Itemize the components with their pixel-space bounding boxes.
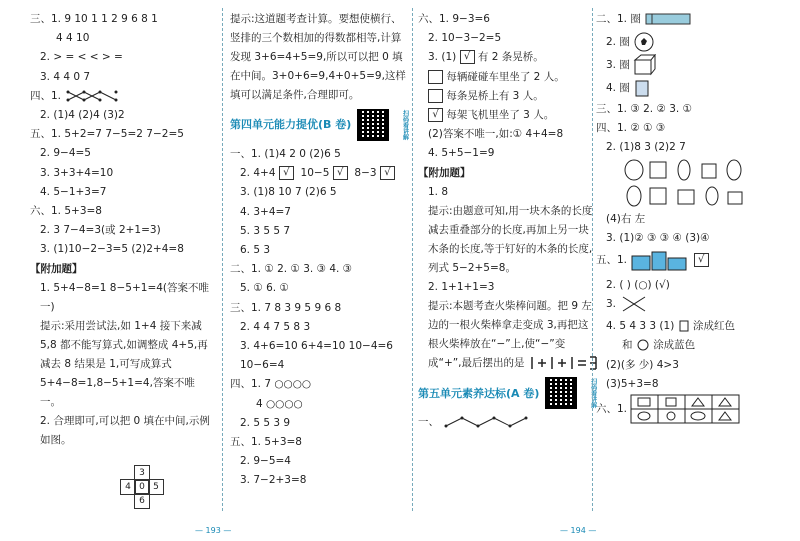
answer-line: 2. 3 7−4=3(或 2+1=3) xyxy=(40,224,161,237)
answer-line: 五、1. √ xyxy=(596,248,752,276)
answer-line: 一、 xyxy=(418,413,603,432)
grid-cell: 6 xyxy=(134,493,150,509)
cylinder-icon xyxy=(678,319,690,333)
answer-line: 3. 圈 xyxy=(596,54,752,78)
answer-line: 1. 5+4−8=1 8−5+1=4(答案不唯一) xyxy=(40,281,210,313)
check-box: √ xyxy=(380,166,395,180)
answer-line: 10−6=4 xyxy=(240,359,285,372)
column-divider xyxy=(592,8,593,511)
answer-line: 3. (1)10−2−3=5 (2)2+4=8 xyxy=(40,243,184,256)
check-box: √ xyxy=(694,253,709,267)
column-divider xyxy=(412,8,413,511)
answer-line: 3. xyxy=(596,295,752,317)
solid-shapes-row xyxy=(596,158,752,184)
answer-line: 4 ○○○○ xyxy=(256,397,303,410)
answer-line: (2)答案不唯一,如:① 4+4=8 xyxy=(428,128,564,141)
solid-shapes-figure xyxy=(622,184,752,208)
matching-lines-figure xyxy=(64,89,124,103)
answer-line: 四、1. 7 ○○○○ xyxy=(230,378,312,391)
qr-code-icon xyxy=(545,377,577,409)
hint-text: 提示:采用尝试法,如 1+4 接下来减 5,8 都不能写算式,如调整成 4+5,再减去 8 结果是 1,可写成算式 5+4−8=1,8−5+1=4,答案不唯一。 xyxy=(40,319,208,408)
answer-line: 5. ① 6. ① xyxy=(240,282,289,295)
answer-line: 二、1. ① 2. ① 3. ③ 4. ③ xyxy=(230,263,353,276)
book-picture xyxy=(644,12,694,26)
answer-line: 2. 圈 xyxy=(596,32,752,54)
cross-lines-figure xyxy=(619,295,649,313)
column-2 xyxy=(230,10,414,491)
answer-line: 2. 9−5=4 xyxy=(240,455,291,468)
bonus-heading: 【附加题】 xyxy=(418,166,471,179)
answer-line: 四、1. ② ① ③ xyxy=(596,122,666,135)
answer-line: 3. (1) √ 有 2 条晃桥。 xyxy=(428,51,544,64)
answer-line: 4. 5+5−1=9 xyxy=(428,147,495,160)
check-box: √ xyxy=(279,166,294,180)
answer-line: 2. 1+1+1=3 xyxy=(428,281,495,294)
hint-text: 提示:由题意可知,用一块木条的长度减去重叠部分的长度,再加上另一块木条的长度,等于钉好的木条的长度,列式 5−2+5=8。 xyxy=(428,205,593,275)
answer-line: 4 4 10 xyxy=(56,32,90,45)
empty-box xyxy=(428,70,443,84)
dot-connect-figure xyxy=(442,414,532,430)
answer-line: 3. (1)8 10 7 (2)6 5 xyxy=(240,186,337,199)
answer-line: 2. (1)4 (2)4 (3)2 xyxy=(40,109,125,122)
hint-text: 提示:这道题考查计算。要想使横行、竖排的三个数相加的得数都相等,计算发现 3+6=4+5=9,所以可以把 0 填在中间。3+0+6=9,4+0+5=9,这样填可以满足条件,合理即可。 xyxy=(230,13,406,101)
solid-shapes-row xyxy=(596,184,752,210)
qr-note: 扫码看讲解 xyxy=(401,110,409,140)
answer-line: 和 涂成蓝色 xyxy=(622,339,696,352)
answer-line: 六、1. 5+3=8 xyxy=(30,205,102,218)
answer-line: 2. 9−4=5 xyxy=(40,147,91,160)
answer-line: (3)5+3=8 xyxy=(606,377,659,390)
column-3 xyxy=(418,10,603,432)
solid-shapes-figure xyxy=(622,158,752,182)
cup-picture xyxy=(633,78,651,98)
column-4 xyxy=(596,10,752,424)
answer-line: 三、1. 9 10 1 1 2 9 6 8 1 xyxy=(30,13,158,25)
answer-line: 1. 8 xyxy=(428,185,449,198)
answer-line: 4. 3+4=7 xyxy=(240,205,291,218)
answer-line: √ 每架飞机里坐了 3 人。 xyxy=(418,106,603,125)
empty-box xyxy=(428,89,443,103)
check-box: √ xyxy=(428,108,443,122)
qr-note: 扫码看讲解 xyxy=(589,378,597,409)
check-box: √ xyxy=(460,50,475,64)
grid-cell: 0 xyxy=(134,479,150,495)
hint-text: 提示:本题考查火柴棒问题。把 9 左边的一根火柴棒拿走变成 3,再把这根火柴棒放在“−”上,使“−”变成“+”,最后摆出的是 xyxy=(418,297,598,373)
answer-line: 每辆碰碰车里坐了 2 人。 xyxy=(418,68,603,87)
answer-line: 每条晃桥上有 3 人。 xyxy=(418,87,603,106)
check-box: √ xyxy=(333,166,348,180)
answer-line: 一、1. (1)4 2 0 (2)6 5 xyxy=(230,148,341,160)
answer-line: 3. 7−2+3=8 xyxy=(240,474,307,487)
answer-line: 3. 3+3+4=10 xyxy=(40,166,114,179)
answer-line: 2. ( ) (○) (√) xyxy=(606,279,670,292)
answer-line: 六、1. xyxy=(596,394,752,424)
bonus-heading: 【附加题】 xyxy=(30,262,83,275)
column-1 xyxy=(30,10,210,450)
page-number: — 194 — xyxy=(560,526,597,535)
matchstick-figure xyxy=(528,355,598,371)
answer-line: 六、1. 9−3=6 xyxy=(418,13,490,25)
section-title-unit5-a: 第五单元素养达标(A 卷) 扫码看讲解 xyxy=(418,377,603,409)
sphere-icon xyxy=(636,338,650,352)
answer-line: 5. 3 5 5 7 xyxy=(240,224,291,237)
answer-line: 三、1. 7 8 3 9 5 9 6 8 xyxy=(230,301,342,314)
answer-line: (4)右 左 xyxy=(606,212,646,225)
answer-line: 2. 4+4 √ 10−5 √ 8−3 √ xyxy=(230,164,414,183)
section-title-unit4-b: 第四单元能力提优(B 卷) 扫码看讲解 xyxy=(230,109,414,141)
answer-line: 4. 圈 xyxy=(596,78,752,100)
shape-table xyxy=(630,394,740,424)
answer-line: 四、1. xyxy=(30,87,210,106)
box-picture xyxy=(633,54,657,76)
blocks-picture xyxy=(630,248,690,272)
column-divider xyxy=(222,8,223,511)
answer-line: 2. 合理即可,可以把 0 填在中间,示例如图。 xyxy=(40,414,210,446)
answer-line: 4. 5 4 3 3 (1) 涂成红色 xyxy=(606,320,735,333)
answer-line: 6. 5 3 xyxy=(240,244,271,257)
answer-line: 2. 10−3−2=5 xyxy=(428,32,502,45)
grid-cell: 3 xyxy=(134,465,150,481)
answer-line: 五、1. 5+2=7 7−5=2 7−2=5 xyxy=(30,128,184,141)
answer-line: 4. 5−1+3=7 xyxy=(40,185,107,198)
qr-code-icon xyxy=(357,109,389,141)
answer-line: 2. 4 4 7 5 8 3 xyxy=(240,320,311,333)
answer-line: 五、1. 5+3=8 xyxy=(230,436,302,449)
answer-line: 2. > = < < > = xyxy=(40,51,123,64)
answer-line: 3. 4+6=10 6+4=10 10−4=6 xyxy=(240,340,393,353)
answer-line: 三、1. ③ 2. ② 3. ① xyxy=(596,103,692,115)
grid-cell: 4 xyxy=(120,479,136,495)
answer-line: 2. (1)8 3 (2)2 7 xyxy=(606,141,686,154)
answer-line: 二、1. 圈 xyxy=(596,10,752,32)
page-number: — 193 — xyxy=(195,526,232,535)
answer-line: (2)(多 少) 4>3 xyxy=(606,358,679,371)
answer-line: 3. (1)② ③ ③ ④ (3)④ xyxy=(606,231,710,244)
grid-cell: 5 xyxy=(148,479,164,495)
ball-picture xyxy=(633,32,655,52)
answer-line: 3. 4 4 0 7 xyxy=(40,70,91,83)
answer-line: 2. 5 5 3 9 xyxy=(240,416,291,429)
